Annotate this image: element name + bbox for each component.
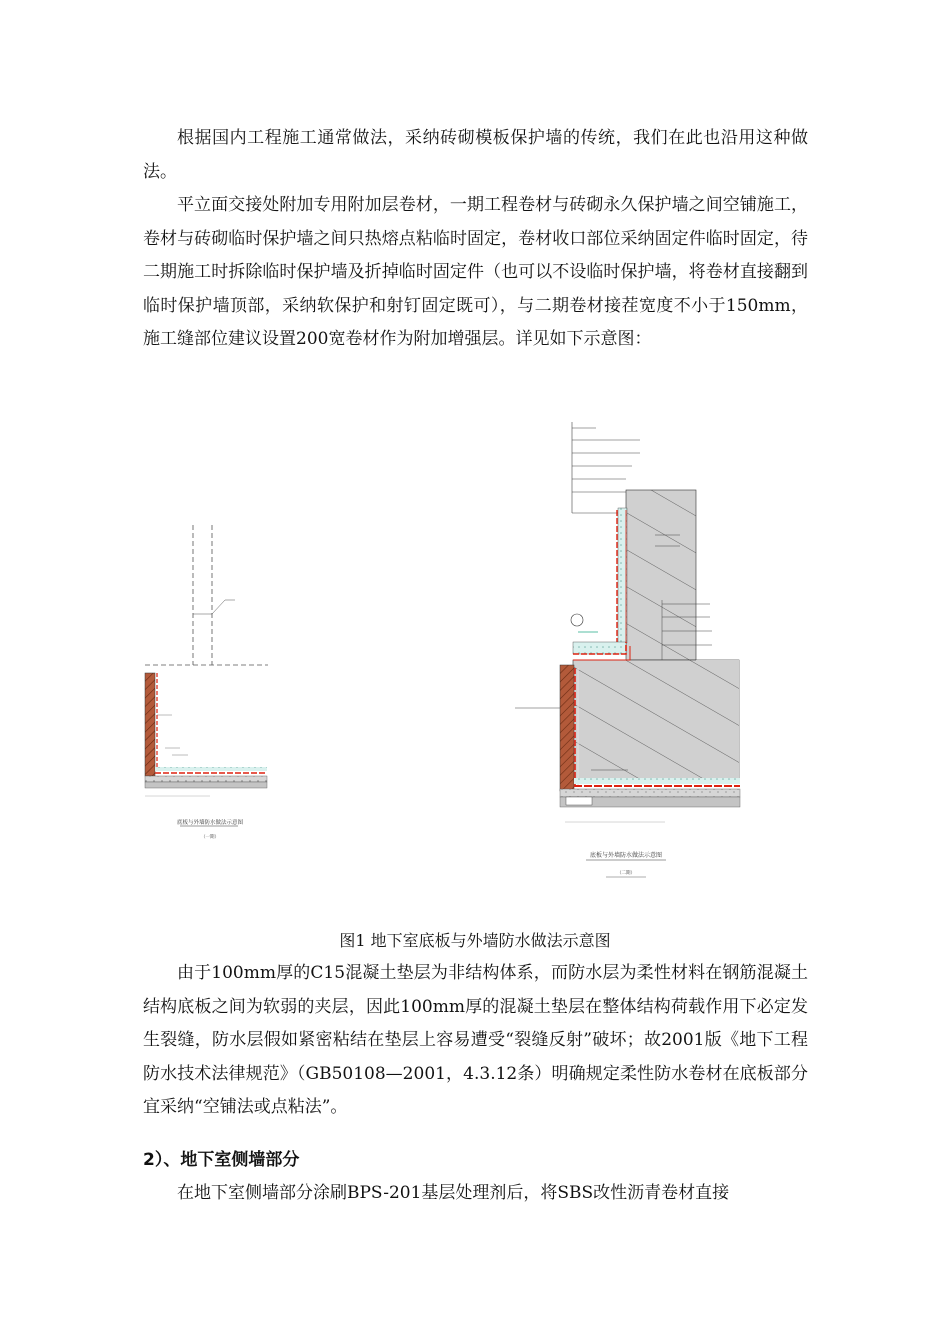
section-heading: 2）、地下室侧墙部分 bbox=[143, 1150, 300, 1170]
right-detail-drawing bbox=[515, 422, 740, 877]
right-drawing-title: 底板与外墙防水做法示意图 bbox=[589, 852, 663, 859]
left-drawing-stage: （一期） bbox=[201, 835, 219, 840]
paragraph-3: 由于100mm厚的C15混凝土垫层为非结构体系，而防水层为柔性材料在钢筋混凝土结构底板之间为软弱的夹层，因此100mm厚的混凝土垫层在整体结构荷载作用下必定发生裂缝，防水层假如紧密粘结在垫层上容易遭受“裂缝反射”破坏；故2001版《地下工程防水技术法律规范》（GB50108—2001，4.3.12条）明确规定柔性防水卷材在底板部分宜采纳“空铺法或点粘法”。 bbox=[143, 963, 808, 1117]
right-drawing-stage: （二期） bbox=[617, 871, 635, 876]
paragraph-2: 平立面交接处附加专用附加层卷材，一期工程卷材与砖砌永久保护墙之间空铺施工，卷材与砖砌临时保护墙之间只热熔点粘临时固定，卷材收口部位采纳固定件临时固定，待二期施工时拆除临时保护墙及折掉临时固定件（也可以不设临时保护墙，将卷材直接翻到临时保护墙顶部，采纳软保护和射钉固定既可），与二期卷材接茬宽度不小于150mm，施工缝部位建议设置200宽卷材作为附加增强层。详见如下示意图： bbox=[143, 195, 808, 349]
figure-drawings bbox=[0, 410, 950, 890]
paragraph-1: 根据国内工程施工通常做法，采纳砖砌模板保护墙的传统，我们在此也沿用这种做法。 bbox=[143, 128, 808, 182]
paragraph-4: 在地下室侧墙部分涂刷BPS-201基层处理剂后，将SBS改性沥青卷材直接 bbox=[177, 1183, 730, 1203]
left-detail-drawing bbox=[145, 525, 268, 840]
left-drawing-title: 底板与外墙防水做法示意图 bbox=[176, 820, 244, 826]
figure-caption: 图1 地下室底板与外墙防水做法示意图 bbox=[339, 931, 611, 950]
